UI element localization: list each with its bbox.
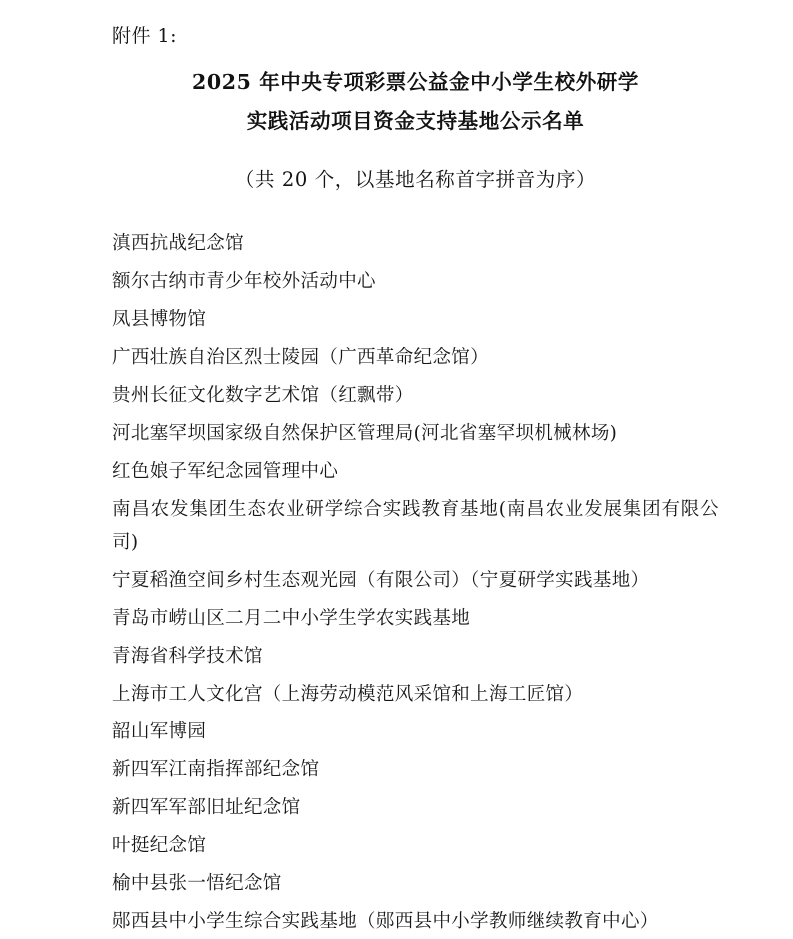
attachment-label: 附件 1:	[112, 25, 178, 47]
list-item: 贵州长征文化数字艺术馆（红飘带）	[112, 385, 414, 407]
list-item: 上海市工人文化宫（上海劳动模范风采馆和上海工匠馆）	[112, 683, 584, 705]
list-item: 南昌农发集团生态农业研学综合实践教育基地(南昌农业发展集团有限公司)	[112, 498, 719, 553]
list-item: 榆中县张一悟纪念馆	[112, 873, 282, 895]
list-item: 宁夏稻渔空间乡村生态观光园（有限公司）（宁夏研学实践基地）	[112, 569, 650, 591]
page-title-line-2: 实践活动项目资金支持基地公示名单	[246, 109, 585, 134]
list-item: 额尔古纳市青少年校外活动中心	[112, 271, 376, 293]
list-item: 广西壮族自治区烈士陵园（广西革命纪念馆）	[112, 347, 490, 369]
list-item: 凤县博物馆	[112, 309, 207, 331]
list-item: 新四军军部旧址纪念馆	[112, 797, 301, 819]
list-item: 新四军江南指挥部纪念馆	[112, 759, 320, 781]
list-item: 青海省科学技术馆	[112, 645, 263, 667]
list-item: 郧西县中小学生综合实践基地（郧西县中小学教师继续教育中心）	[112, 911, 659, 933]
list-item: 韶山军博园	[112, 721, 207, 743]
list-item: 叶挺纪念馆	[112, 835, 207, 857]
page-subtitle: （共 20 个，以基地名称首字拼音为序）	[234, 168, 597, 192]
list-item: 滇西抗战纪念馆	[112, 233, 244, 255]
list-item: 河北塞罕坝国家级自然保护区管理局(河北省塞罕坝机械林场)	[112, 423, 618, 445]
page-title-line-1: 2025 年中央专项彩票公益金中小学生校外研学	[192, 69, 639, 94]
list-item: 青岛市崂山区二月二中小学生学农实践基地	[112, 607, 471, 629]
page-title	[112, 63, 719, 143]
base-name-list	[112, 228, 719, 939]
list-item: 红色娘子军纪念园管理中心	[112, 460, 339, 482]
